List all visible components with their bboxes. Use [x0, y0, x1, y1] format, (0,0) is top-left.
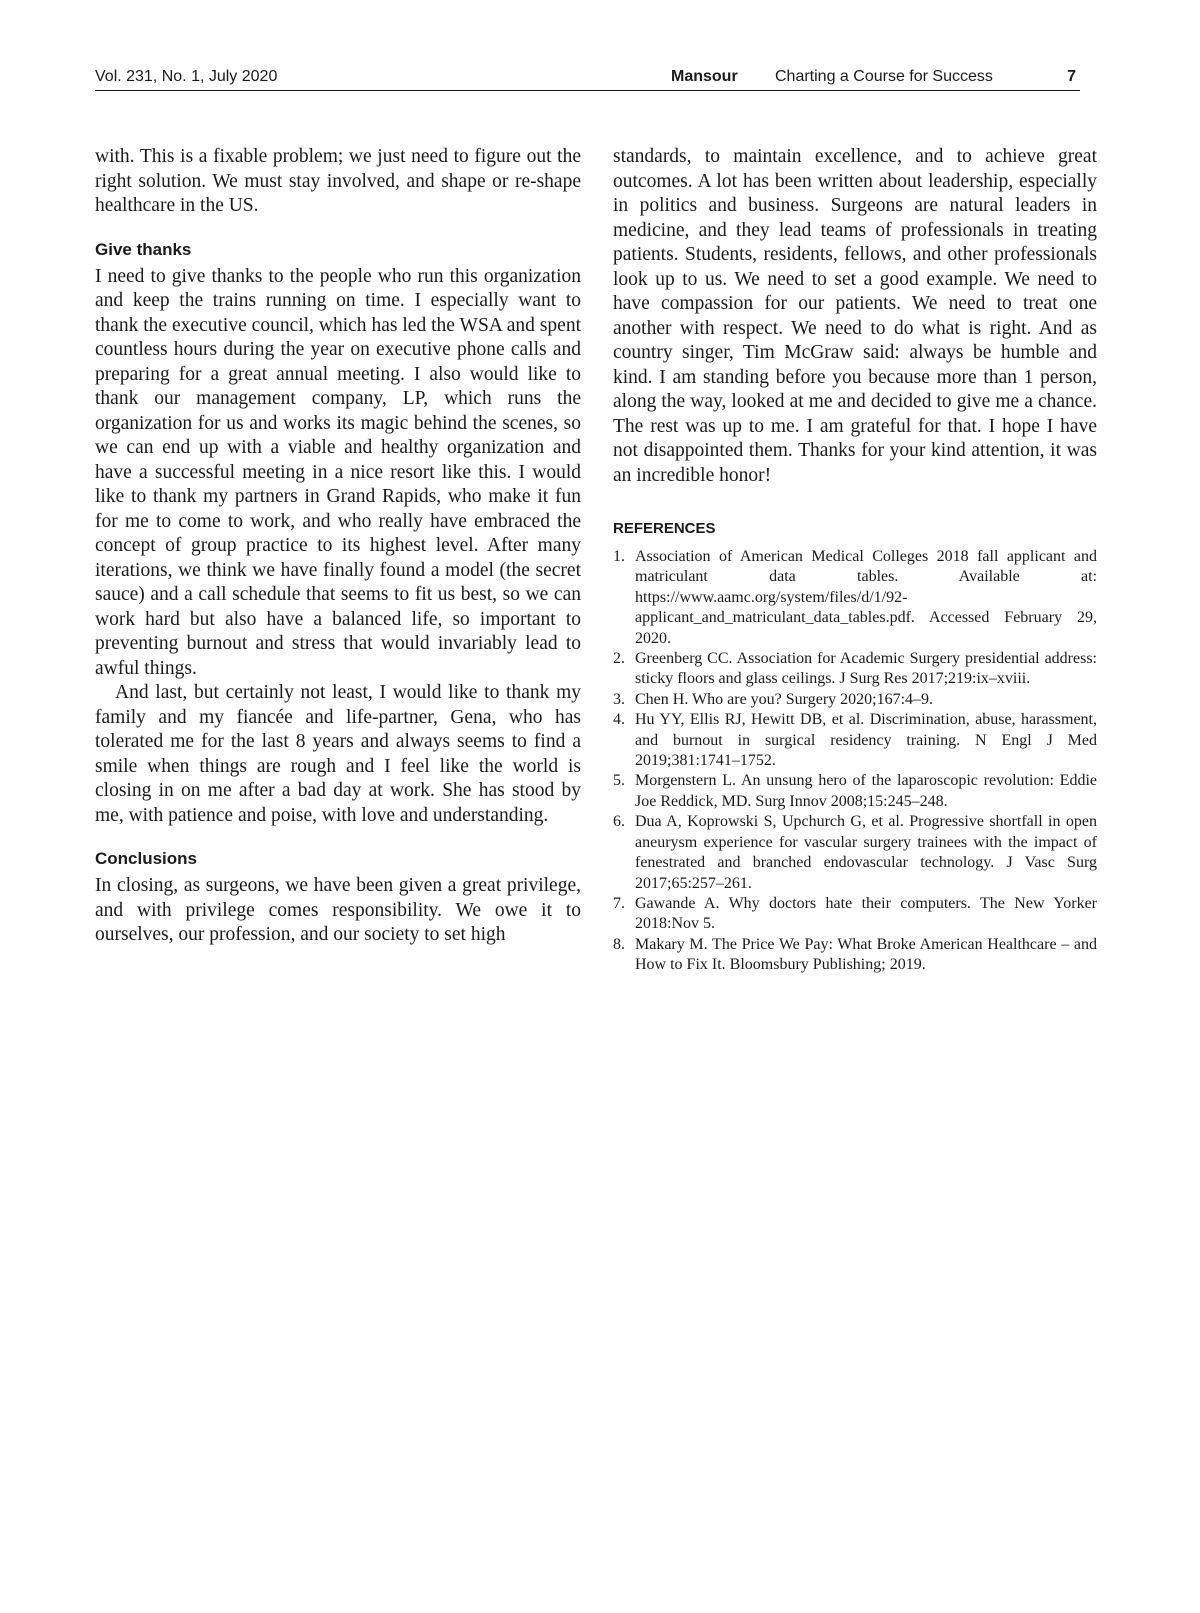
reference-text: Greenberg CC. Association for Academic Surgery presidential address: sticky floors and glass ceilings. J Surg Res 2017;219:ix–xviii.	[635, 650, 1097, 688]
paragraph-family: And last, but certainly not least, I would like to thank my family and my fiancée and life-partner, Gena, who has tolerated me for the last 8 years and always seems to find a smile when things are rough and I feel like the world is closing in on me after a bad day at work. She has stood by me, with patience and poise, with love and understanding.	[95, 682, 581, 826]
section-heading-conclusions: Conclusions	[95, 849, 198, 868]
reference-item	[613, 690, 1097, 710]
reference-number: 1.	[613, 548, 625, 565]
reference-item	[613, 812, 1097, 894]
references-list	[613, 547, 1097, 976]
reference-number: 5.	[613, 772, 625, 790]
running-title: Charting a Course for Success	[775, 68, 993, 85]
reference-item	[613, 710, 1097, 771]
reference-text: Makary M. The Price We Pay: What Broke American Healthcare – and How to Fix It. Bloomsbury Publishing; 2019.	[635, 935, 1097, 974]
left-column	[95, 145, 581, 948]
right-column	[613, 145, 1097, 976]
paragraph-intro: with. This is a fixable problem; we just need to figure out the right solution. We must stay involved, and shape or re-shape healthcare in the US.	[95, 146, 581, 216]
page-number: 7	[1067, 68, 1076, 85]
reference-number: 3.	[613, 690, 625, 708]
reference-number: 7.	[613, 894, 625, 912]
reference-text: Gawande A. Why doctors hate their computers. The New Yorker 2018:Nov 5.	[635, 894, 1097, 933]
paragraph-thanks: I need to give thanks to the people who run this organization and keep the trains running on time. I especially want to thank the executive council, which has led the WSA and spent countless hours during the year on executive phone calls and preparing for a great annual meeting. I also would like to thank our management company, LP, which runs the organization for us and works its magic behind the scenes, so we can end up with a viable and healthy organization and have a successful meeting in a nice resort like this. I would like to thank my partners in Grand Rapids, who make it fun for me to come to work, and who really have embraced the concept of group practice to its highest level. After many iterations, we think we have finally found a model (the secret sauce) and a call schedule that seems to fit us best, so we can work hard but also have a balanced life, so important to preventing burnout and stress that would invariably lead to awful things.	[95, 265, 581, 679]
reference-text: Morgenstern L. An unsung hero of the laparoscopic revolution: Eddie Joe Reddick, MD. Surg Innov 2008;15:245–248.	[635, 772, 1097, 810]
running-header	[95, 66, 1080, 91]
reference-number: 8.	[613, 935, 625, 953]
running-author: Mansour	[671, 68, 738, 85]
reference-text: Chen H. Who are you? Surgery 2020;167:4–9.	[635, 690, 934, 708]
paragraph-conclusions: In closing, as surgeons, we have been given a great privilege, and with privilege comes responsibility. We owe it to ourselves, our profession, and our society to set high	[95, 875, 581, 945]
reference-item	[613, 935, 1097, 976]
reference-text: Dua A, Koprowski S, Upchurch G, et al. Progressive shortfall in open aneurysm experience for vascular surgery trainees with the impact of fenestrated and branched endovascular technology. J Vasc Surg 2017;65:257–261.	[635, 813, 1097, 892]
references-heading: REFERENCES	[613, 520, 716, 537]
reference-item	[613, 771, 1097, 812]
journal-citation: Vol. 231, No. 1, July 2020	[95, 68, 278, 85]
section-heading-give-thanks: Give thanks	[95, 239, 192, 259]
reference-number: 4.	[613, 711, 625, 729]
reference-item	[613, 649, 1097, 690]
reference-text: Hu YY, Ellis RJ, Hewitt DB, et al. Discrimination, abuse, harassment, and burnout in surgical residency training. N Engl J Med 2019;381:1741–1752.	[635, 711, 1097, 770]
reference-item	[613, 894, 1097, 935]
paragraph-continued: standards, to maintain excellence, and to achieve great outcomes. A lot has been written about leadership, especially in politics and business. Surgeons are natural leaders in medicine, and they lead teams of professionals in treating patients. Students, residents, fellows, and other professionals look up to us. We need to set a good example. We need to have compassion for our patients. We need to treat one another with respect. We need to do what is right. And as country singer, Tim McGraw said: always be humble and kind. I am standing before you because more than 1 person, along the way, looked at me and decided to give me a chance. The rest was up to me. I am grateful for that. I hope I have not disappointed them. Thanks for your kind attention, it was an incredible honor!	[613, 146, 1097, 486]
reference-number: 2.	[613, 650, 625, 668]
reference-item	[613, 547, 1097, 649]
reference-number: 6.	[613, 813, 625, 831]
reference-text: Association of American Medical Colleges 2018 fall applicant and matriculant data tables. Available at: https://www.aamc.org/system/files/d/1/92-applicant_and_matriculant_data_tables.pdf. Accessed February 29, 2020.	[635, 548, 1097, 647]
